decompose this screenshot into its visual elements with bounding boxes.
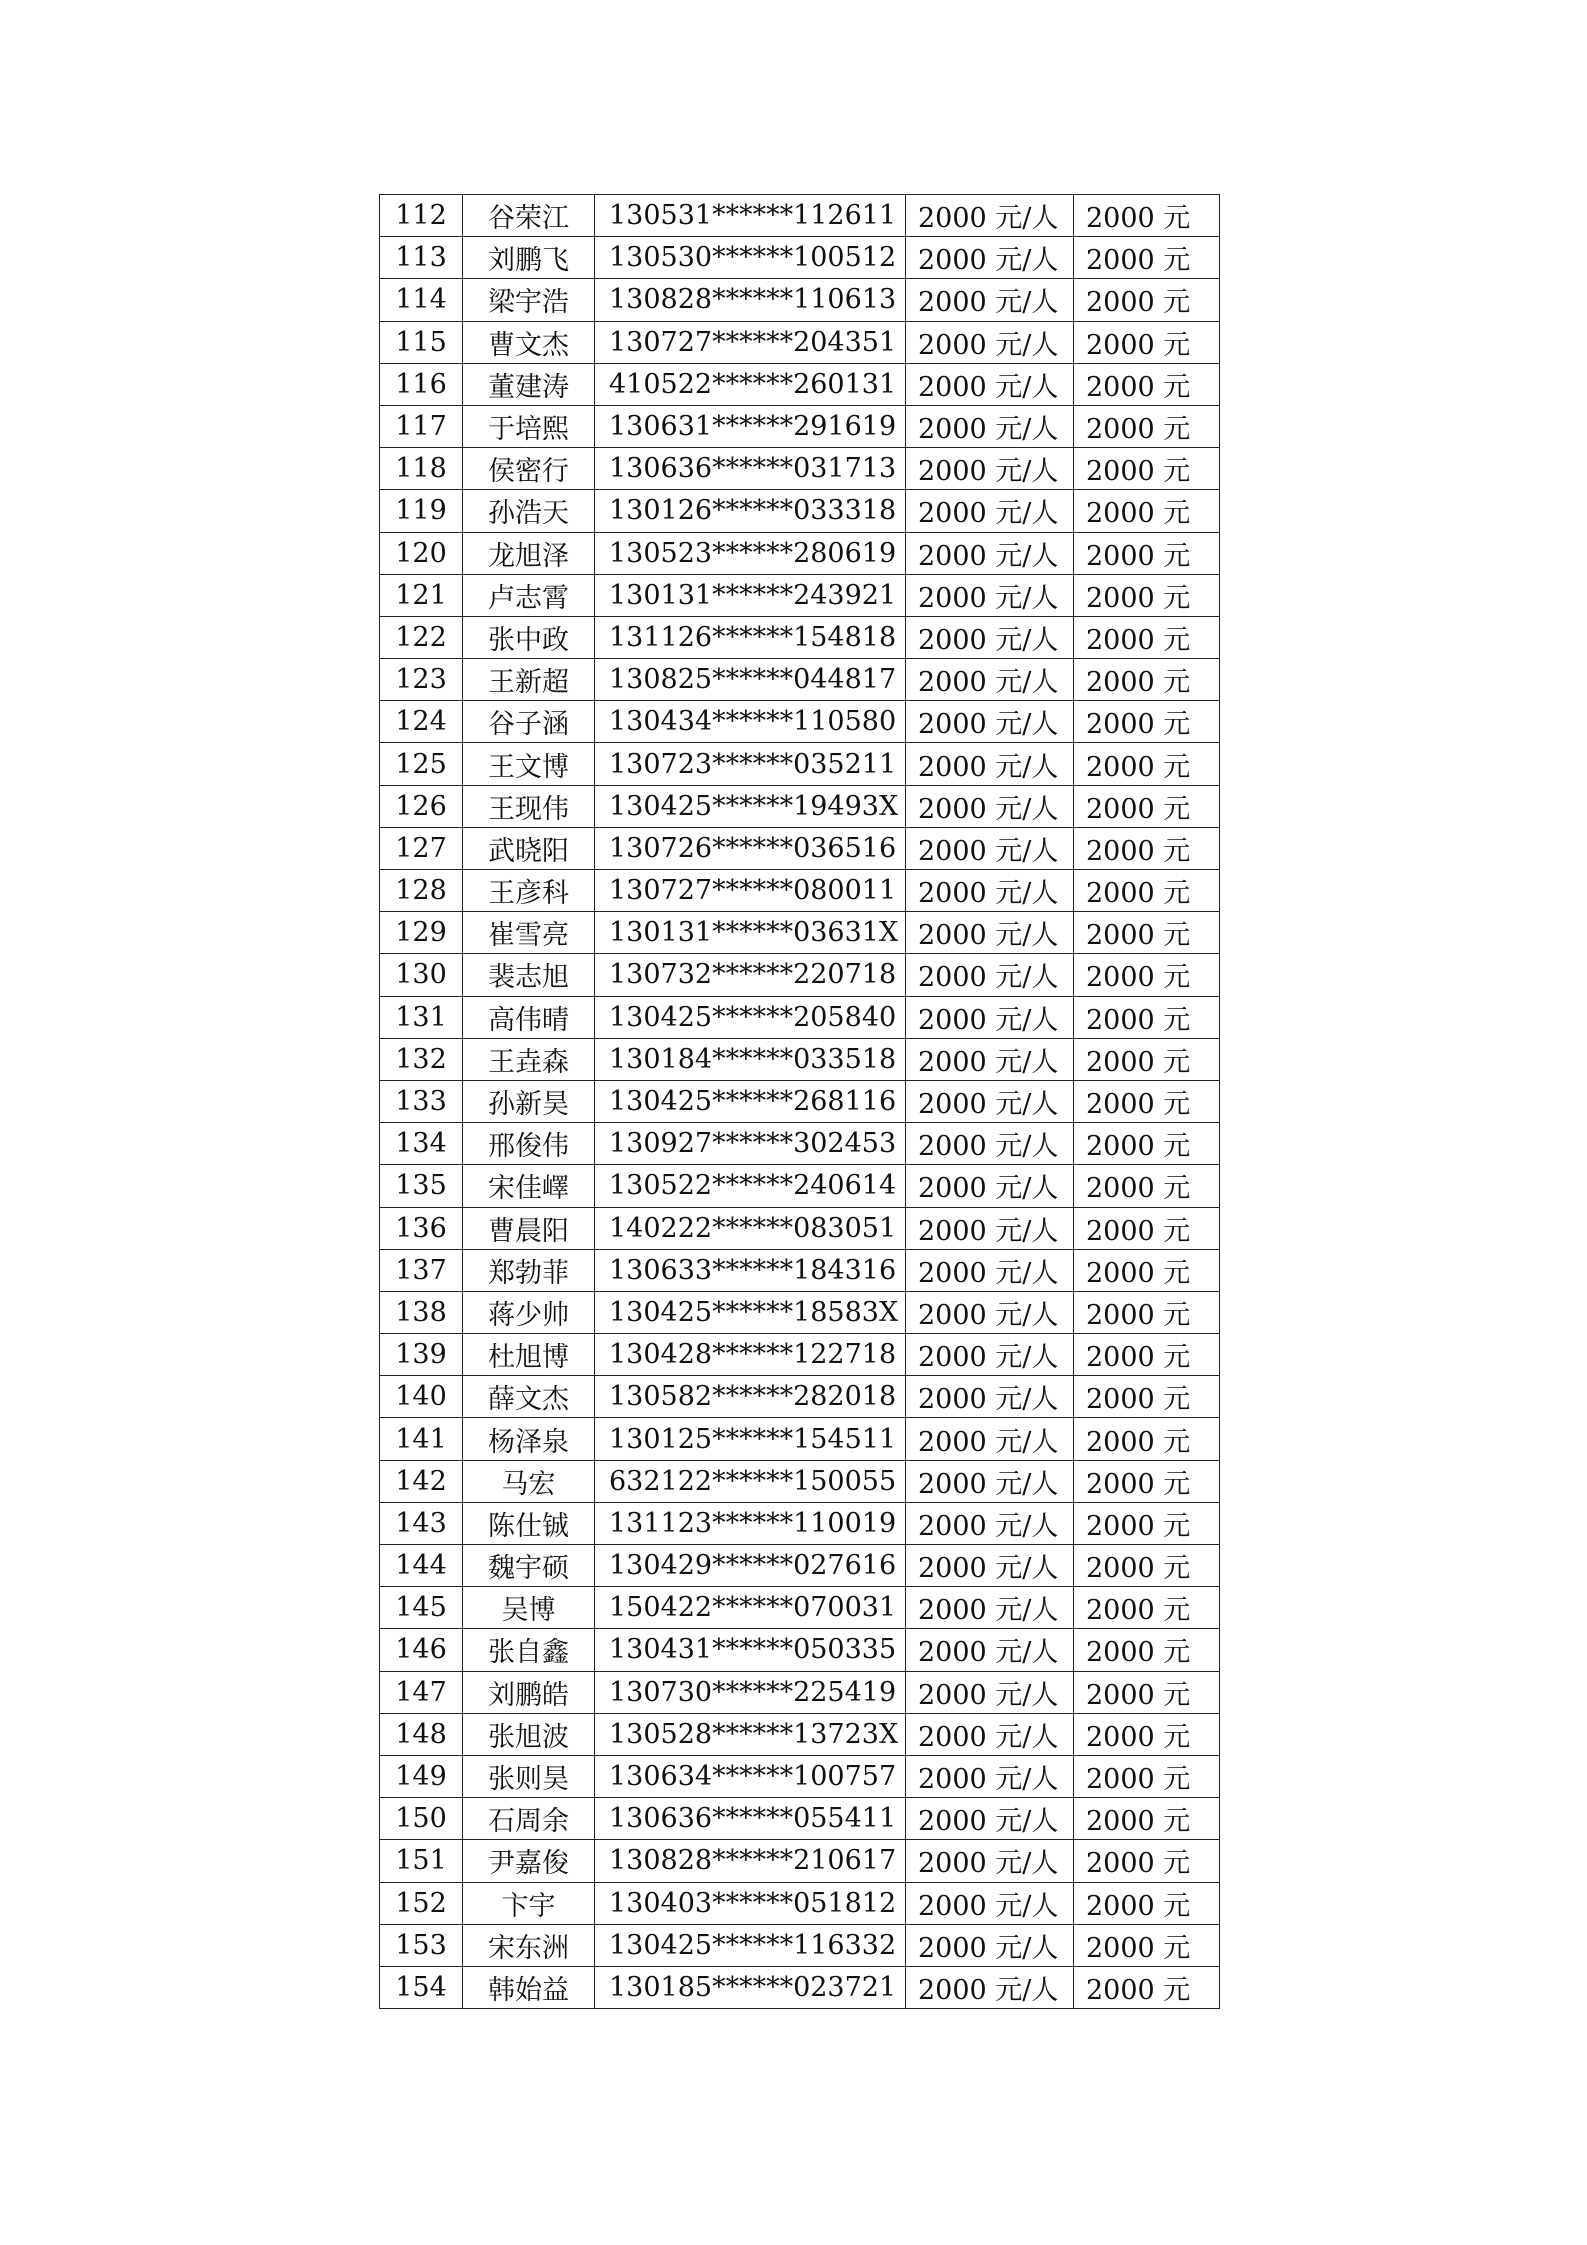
table-row xyxy=(380,996,1220,1038)
id-number-cell: 130732******220718 xyxy=(595,954,906,996)
id-number-cell: 130530******100512 xyxy=(595,237,906,279)
subsidy-amount-cell: 2000 元 xyxy=(1074,827,1220,869)
id-number-cell: 130828******110613 xyxy=(595,279,906,321)
id-number-cell: 130730******225419 xyxy=(595,1671,906,1713)
subsidy-amount-cell: 2000 元 xyxy=(1074,1376,1220,1418)
name-cell: 王垚森 xyxy=(463,1038,595,1080)
subsidy-amount-cell: 2000 元 xyxy=(1074,659,1220,701)
id-number-cell: 130634******100757 xyxy=(595,1755,906,1797)
name-cell: 王文博 xyxy=(463,743,595,785)
name-cell: 张自鑫 xyxy=(463,1629,595,1671)
subsidy-standard-cell: 2000 元/人 xyxy=(906,659,1074,701)
subsidy-standard-cell: 2000 元/人 xyxy=(906,701,1074,743)
subsidy-amount-cell: 2000 元 xyxy=(1074,1545,1220,1587)
roster-body xyxy=(380,195,1220,2009)
subsidy-amount-cell: 2000 元 xyxy=(1074,870,1220,912)
table-row xyxy=(380,1291,1220,1333)
table-row xyxy=(380,195,1220,237)
subsidy-standard-cell: 2000 元/人 xyxy=(906,1587,1074,1629)
table-row xyxy=(380,405,1220,447)
name-cell: 王新超 xyxy=(463,659,595,701)
id-number-cell: 130125******154511 xyxy=(595,1418,906,1460)
id-number-cell: 130723******035211 xyxy=(595,743,906,785)
subsidy-amount-cell: 2000 元 xyxy=(1074,363,1220,405)
id-number-cell: 130184******033518 xyxy=(595,1038,906,1080)
subsidy-standard-cell: 2000 元/人 xyxy=(906,616,1074,658)
subsidy-amount-cell: 2000 元 xyxy=(1074,1080,1220,1122)
table-row xyxy=(380,1798,1220,1840)
subsidy-standard-cell: 2000 元/人 xyxy=(906,1207,1074,1249)
subsidy-standard-cell: 2000 元/人 xyxy=(906,1123,1074,1165)
id-number-cell: 130582******282018 xyxy=(595,1376,906,1418)
table-row xyxy=(380,1165,1220,1207)
name-cell: 董建涛 xyxy=(463,363,595,405)
id-number-cell: 130522******240614 xyxy=(595,1165,906,1207)
name-cell: 裴志旭 xyxy=(463,954,595,996)
subsidy-standard-cell: 2000 元/人 xyxy=(906,237,1074,279)
subsidy-standard-cell: 2000 元/人 xyxy=(906,1966,1074,2008)
subsidy-amount-cell: 2000 元 xyxy=(1074,1249,1220,1291)
name-cell: 刘鹏飞 xyxy=(463,237,595,279)
subsidy-amount-cell: 2000 元 xyxy=(1074,532,1220,574)
subsidy-amount-cell: 2000 元 xyxy=(1074,1798,1220,1840)
table-row xyxy=(380,616,1220,658)
name-cell: 梁宇浩 xyxy=(463,279,595,321)
table-row xyxy=(380,1671,1220,1713)
subsidy-amount-cell: 2000 元 xyxy=(1074,1587,1220,1629)
id-number-cell: 130434******110580 xyxy=(595,701,906,743)
row-number-cell: 130 xyxy=(380,954,463,996)
subsidy-amount-cell: 2000 元 xyxy=(1074,1966,1220,2008)
row-number-cell: 138 xyxy=(380,1291,463,1333)
table-row xyxy=(380,659,1220,701)
subsidy-amount-cell: 2000 元 xyxy=(1074,616,1220,658)
id-number-cell: 130727******204351 xyxy=(595,321,906,363)
id-number-cell: 130631******291619 xyxy=(595,405,906,447)
id-number-cell: 130636******031713 xyxy=(595,448,906,490)
table-row xyxy=(380,1460,1220,1502)
subsidy-amount-cell: 2000 元 xyxy=(1074,237,1220,279)
subsidy-amount-cell: 2000 元 xyxy=(1074,1924,1220,1966)
id-number-cell: 130727******080011 xyxy=(595,870,906,912)
table-row xyxy=(380,827,1220,869)
name-cell: 尹嘉俊 xyxy=(463,1840,595,1882)
subsidy-standard-cell: 2000 元/人 xyxy=(906,1038,1074,1080)
table-row xyxy=(380,448,1220,490)
subsidy-amount-cell: 2000 元 xyxy=(1074,701,1220,743)
table-row xyxy=(380,743,1220,785)
subsidy-standard-cell: 2000 元/人 xyxy=(906,574,1074,616)
row-number-cell: 148 xyxy=(380,1713,463,1755)
name-cell: 韩始益 xyxy=(463,1966,595,2008)
row-number-cell: 147 xyxy=(380,1671,463,1713)
id-number-cell: 130828******210617 xyxy=(595,1840,906,1882)
row-number-cell: 129 xyxy=(380,912,463,954)
row-number-cell: 142 xyxy=(380,1460,463,1502)
row-number-cell: 140 xyxy=(380,1376,463,1418)
name-cell: 陈仕铖 xyxy=(463,1502,595,1544)
subsidy-standard-cell: 2000 元/人 xyxy=(906,1671,1074,1713)
name-cell: 宋佳嶧 xyxy=(463,1165,595,1207)
row-number-cell: 134 xyxy=(380,1123,463,1165)
table-row xyxy=(380,785,1220,827)
subsidy-standard-cell: 2000 元/人 xyxy=(906,1249,1074,1291)
id-number-cell: 140222******083051 xyxy=(595,1207,906,1249)
name-cell: 石周余 xyxy=(463,1798,595,1840)
name-cell: 王现伟 xyxy=(463,785,595,827)
subsidy-amount-cell: 2000 元 xyxy=(1074,574,1220,616)
id-number-cell: 130431******050335 xyxy=(595,1629,906,1671)
table-row xyxy=(380,1207,1220,1249)
row-number-cell: 127 xyxy=(380,827,463,869)
table-row xyxy=(380,954,1220,996)
table-row xyxy=(380,1966,1220,2008)
subsidy-amount-cell: 2000 元 xyxy=(1074,1713,1220,1755)
subsidy-standard-cell: 2000 元/人 xyxy=(906,279,1074,321)
table-row xyxy=(380,1038,1220,1080)
name-cell: 刘鹏皓 xyxy=(463,1671,595,1713)
row-number-cell: 126 xyxy=(380,785,463,827)
subsidy-standard-cell: 2000 元/人 xyxy=(906,954,1074,996)
table-row xyxy=(380,1713,1220,1755)
row-number-cell: 122 xyxy=(380,616,463,658)
row-number-cell: 118 xyxy=(380,448,463,490)
subsidy-amount-cell: 2000 元 xyxy=(1074,1460,1220,1502)
table-row xyxy=(380,1755,1220,1797)
name-cell: 侯密行 xyxy=(463,448,595,490)
subsidy-amount-cell: 2000 元 xyxy=(1074,1418,1220,1460)
id-number-cell: 130528******13723X xyxy=(595,1713,906,1755)
name-cell: 邢俊伟 xyxy=(463,1123,595,1165)
subsidy-standard-cell: 2000 元/人 xyxy=(906,448,1074,490)
table-row xyxy=(380,1840,1220,1882)
row-number-cell: 151 xyxy=(380,1840,463,1882)
id-number-cell: 130126******033318 xyxy=(595,490,906,532)
subsidy-standard-cell: 2000 元/人 xyxy=(906,827,1074,869)
name-cell: 张中政 xyxy=(463,616,595,658)
row-number-cell: 121 xyxy=(380,574,463,616)
table-row xyxy=(380,1376,1220,1418)
subsidy-amount-cell: 2000 元 xyxy=(1074,1629,1220,1671)
name-cell: 谷子涵 xyxy=(463,701,595,743)
subsidy-standard-cell: 2000 元/人 xyxy=(906,363,1074,405)
row-number-cell: 137 xyxy=(380,1249,463,1291)
row-number-cell: 120 xyxy=(380,532,463,574)
id-number-cell: 131126******154818 xyxy=(595,616,906,658)
row-number-cell: 152 xyxy=(380,1882,463,1924)
id-number-cell: 130523******280619 xyxy=(595,532,906,574)
subsidy-amount-cell: 2000 元 xyxy=(1074,1840,1220,1882)
subsidy-amount-cell: 2000 元 xyxy=(1074,1882,1220,1924)
name-cell: 张则昊 xyxy=(463,1755,595,1797)
name-cell: 武晓阳 xyxy=(463,827,595,869)
table-row xyxy=(380,363,1220,405)
subsidy-standard-cell: 2000 元/人 xyxy=(906,870,1074,912)
id-number-cell: 150422******070031 xyxy=(595,1587,906,1629)
row-number-cell: 150 xyxy=(380,1798,463,1840)
row-number-cell: 128 xyxy=(380,870,463,912)
subsidy-amount-cell: 2000 元 xyxy=(1074,1334,1220,1376)
id-number-cell: 131123******110019 xyxy=(595,1502,906,1544)
subsidy-amount-cell: 2000 元 xyxy=(1074,490,1220,532)
name-cell: 高伟晴 xyxy=(463,996,595,1038)
id-number-cell: 130425******18583X xyxy=(595,1291,906,1333)
id-number-cell: 130633******184316 xyxy=(595,1249,906,1291)
table-row xyxy=(380,1924,1220,1966)
row-number-cell: 119 xyxy=(380,490,463,532)
name-cell: 吴博 xyxy=(463,1587,595,1629)
subsidy-standard-cell: 2000 元/人 xyxy=(906,490,1074,532)
row-number-cell: 154 xyxy=(380,1966,463,2008)
name-cell: 杨泽泉 xyxy=(463,1418,595,1460)
subsidy-standard-cell: 2000 元/人 xyxy=(906,1840,1074,1882)
id-number-cell: 130131******03631X xyxy=(595,912,906,954)
subsidy-standard-cell: 2000 元/人 xyxy=(906,1629,1074,1671)
subsidy-amount-cell: 2000 元 xyxy=(1074,785,1220,827)
subsidy-standard-cell: 2000 元/人 xyxy=(906,1460,1074,1502)
subsidy-amount-cell: 2000 元 xyxy=(1074,743,1220,785)
name-cell: 张旭波 xyxy=(463,1713,595,1755)
subsidy-amount-cell: 2000 元 xyxy=(1074,279,1220,321)
id-number-cell: 130425******268116 xyxy=(595,1080,906,1122)
row-number-cell: 125 xyxy=(380,743,463,785)
table-row xyxy=(380,912,1220,954)
id-number-cell: 130428******122718 xyxy=(595,1334,906,1376)
name-cell: 卞宇 xyxy=(463,1882,595,1924)
name-cell: 薛文杰 xyxy=(463,1376,595,1418)
id-number-cell: 130825******044817 xyxy=(595,659,906,701)
subsidy-standard-cell: 2000 元/人 xyxy=(906,996,1074,1038)
row-number-cell: 114 xyxy=(380,279,463,321)
id-number-cell: 130425******19493X xyxy=(595,785,906,827)
row-number-cell: 132 xyxy=(380,1038,463,1080)
subsidy-amount-cell: 2000 元 xyxy=(1074,954,1220,996)
subsidy-standard-cell: 2000 元/人 xyxy=(906,1418,1074,1460)
subsidy-standard-cell: 2000 元/人 xyxy=(906,321,1074,363)
table-row xyxy=(380,1882,1220,1924)
row-number-cell: 112 xyxy=(380,195,463,237)
subsidy-standard-cell: 2000 元/人 xyxy=(906,532,1074,574)
subsidy-amount-cell: 2000 元 xyxy=(1074,1123,1220,1165)
id-number-cell: 130531******112611 xyxy=(595,195,906,237)
subsidy-standard-cell: 2000 元/人 xyxy=(906,1755,1074,1797)
name-cell: 龙旭泽 xyxy=(463,532,595,574)
row-number-cell: 141 xyxy=(380,1418,463,1460)
subsidy-amount-cell: 2000 元 xyxy=(1074,448,1220,490)
id-number-cell: 130131******243921 xyxy=(595,574,906,616)
subsidy-roster-table xyxy=(379,194,1220,2009)
subsidy-amount-cell: 2000 元 xyxy=(1074,1671,1220,1713)
row-number-cell: 135 xyxy=(380,1165,463,1207)
name-cell: 于培熙 xyxy=(463,405,595,447)
table-row xyxy=(380,1080,1220,1122)
subsidy-standard-cell: 2000 元/人 xyxy=(906,1713,1074,1755)
subsidy-standard-cell: 2000 元/人 xyxy=(906,1545,1074,1587)
table-row xyxy=(380,870,1220,912)
id-number-cell: 130636******055411 xyxy=(595,1798,906,1840)
name-cell: 崔雪亮 xyxy=(463,912,595,954)
row-number-cell: 133 xyxy=(380,1080,463,1122)
subsidy-amount-cell: 2000 元 xyxy=(1074,405,1220,447)
name-cell: 谷荣江 xyxy=(463,195,595,237)
table-row xyxy=(380,1418,1220,1460)
table-row xyxy=(380,490,1220,532)
id-number-cell: 130425******116332 xyxy=(595,1924,906,1966)
table-row xyxy=(380,279,1220,321)
id-number-cell: 130403******051812 xyxy=(595,1882,906,1924)
row-number-cell: 116 xyxy=(380,363,463,405)
subsidy-standard-cell: 2000 元/人 xyxy=(906,195,1074,237)
name-cell: 孙浩天 xyxy=(463,490,595,532)
id-number-cell: 130726******036516 xyxy=(595,827,906,869)
subsidy-standard-cell: 2000 元/人 xyxy=(906,1882,1074,1924)
table-row xyxy=(380,1334,1220,1376)
table-row xyxy=(380,574,1220,616)
table-row xyxy=(380,1587,1220,1629)
table-row xyxy=(380,1545,1220,1587)
subsidy-standard-cell: 2000 元/人 xyxy=(906,1376,1074,1418)
name-cell: 曹文杰 xyxy=(463,321,595,363)
subsidy-standard-cell: 2000 元/人 xyxy=(906,743,1074,785)
id-number-cell: 632122******150055 xyxy=(595,1460,906,1502)
subsidy-amount-cell: 2000 元 xyxy=(1074,1755,1220,1797)
row-number-cell: 117 xyxy=(380,405,463,447)
table-row xyxy=(380,237,1220,279)
name-cell: 宋东洲 xyxy=(463,1924,595,1966)
id-number-cell: 130927******302453 xyxy=(595,1123,906,1165)
subsidy-amount-cell: 2000 元 xyxy=(1074,1291,1220,1333)
subsidy-standard-cell: 2000 元/人 xyxy=(906,1924,1074,1966)
name-cell: 马宏 xyxy=(463,1460,595,1502)
row-number-cell: 143 xyxy=(380,1502,463,1544)
id-number-cell: 410522******260131 xyxy=(595,363,906,405)
subsidy-standard-cell: 2000 元/人 xyxy=(906,1080,1074,1122)
name-cell: 王彦科 xyxy=(463,870,595,912)
row-number-cell: 131 xyxy=(380,996,463,1038)
subsidy-standard-cell: 2000 元/人 xyxy=(906,1502,1074,1544)
row-number-cell: 153 xyxy=(380,1924,463,1966)
id-number-cell: 130429******027616 xyxy=(595,1545,906,1587)
row-number-cell: 139 xyxy=(380,1334,463,1376)
subsidy-amount-cell: 2000 元 xyxy=(1074,1165,1220,1207)
row-number-cell: 115 xyxy=(380,321,463,363)
name-cell: 卢志霄 xyxy=(463,574,595,616)
row-number-cell: 123 xyxy=(380,659,463,701)
row-number-cell: 145 xyxy=(380,1587,463,1629)
name-cell: 孙新昊 xyxy=(463,1080,595,1122)
name-cell: 蒋少帅 xyxy=(463,1291,595,1333)
row-number-cell: 124 xyxy=(380,701,463,743)
subsidy-amount-cell: 2000 元 xyxy=(1074,912,1220,954)
subsidy-standard-cell: 2000 元/人 xyxy=(906,912,1074,954)
subsidy-amount-cell: 2000 元 xyxy=(1074,321,1220,363)
table-row xyxy=(380,1123,1220,1165)
subsidy-standard-cell: 2000 元/人 xyxy=(906,785,1074,827)
table-row xyxy=(380,1502,1220,1544)
id-number-cell: 130425******205840 xyxy=(595,996,906,1038)
row-number-cell: 144 xyxy=(380,1545,463,1587)
subsidy-amount-cell: 2000 元 xyxy=(1074,1502,1220,1544)
name-cell: 曹晨阳 xyxy=(463,1207,595,1249)
subsidy-amount-cell: 2000 元 xyxy=(1074,1207,1220,1249)
id-number-cell: 130185******023721 xyxy=(595,1966,906,2008)
subsidy-standard-cell: 2000 元/人 xyxy=(906,405,1074,447)
table-row xyxy=(380,1249,1220,1291)
subsidy-standard-cell: 2000 元/人 xyxy=(906,1291,1074,1333)
subsidy-amount-cell: 2000 元 xyxy=(1074,996,1220,1038)
subsidy-amount-cell: 2000 元 xyxy=(1074,1038,1220,1080)
name-cell: 魏宇硕 xyxy=(463,1545,595,1587)
table-row xyxy=(380,321,1220,363)
row-number-cell: 149 xyxy=(380,1755,463,1797)
name-cell: 杜旭博 xyxy=(463,1334,595,1376)
row-number-cell: 136 xyxy=(380,1207,463,1249)
subsidy-amount-cell: 2000 元 xyxy=(1074,195,1220,237)
subsidy-standard-cell: 2000 元/人 xyxy=(906,1334,1074,1376)
row-number-cell: 113 xyxy=(380,237,463,279)
name-cell: 郑勃菲 xyxy=(463,1249,595,1291)
table-row xyxy=(380,532,1220,574)
subsidy-standard-cell: 2000 元/人 xyxy=(906,1165,1074,1207)
row-number-cell: 146 xyxy=(380,1629,463,1671)
subsidy-standard-cell: 2000 元/人 xyxy=(906,1798,1074,1840)
table-row xyxy=(380,701,1220,743)
table-row xyxy=(380,1629,1220,1671)
